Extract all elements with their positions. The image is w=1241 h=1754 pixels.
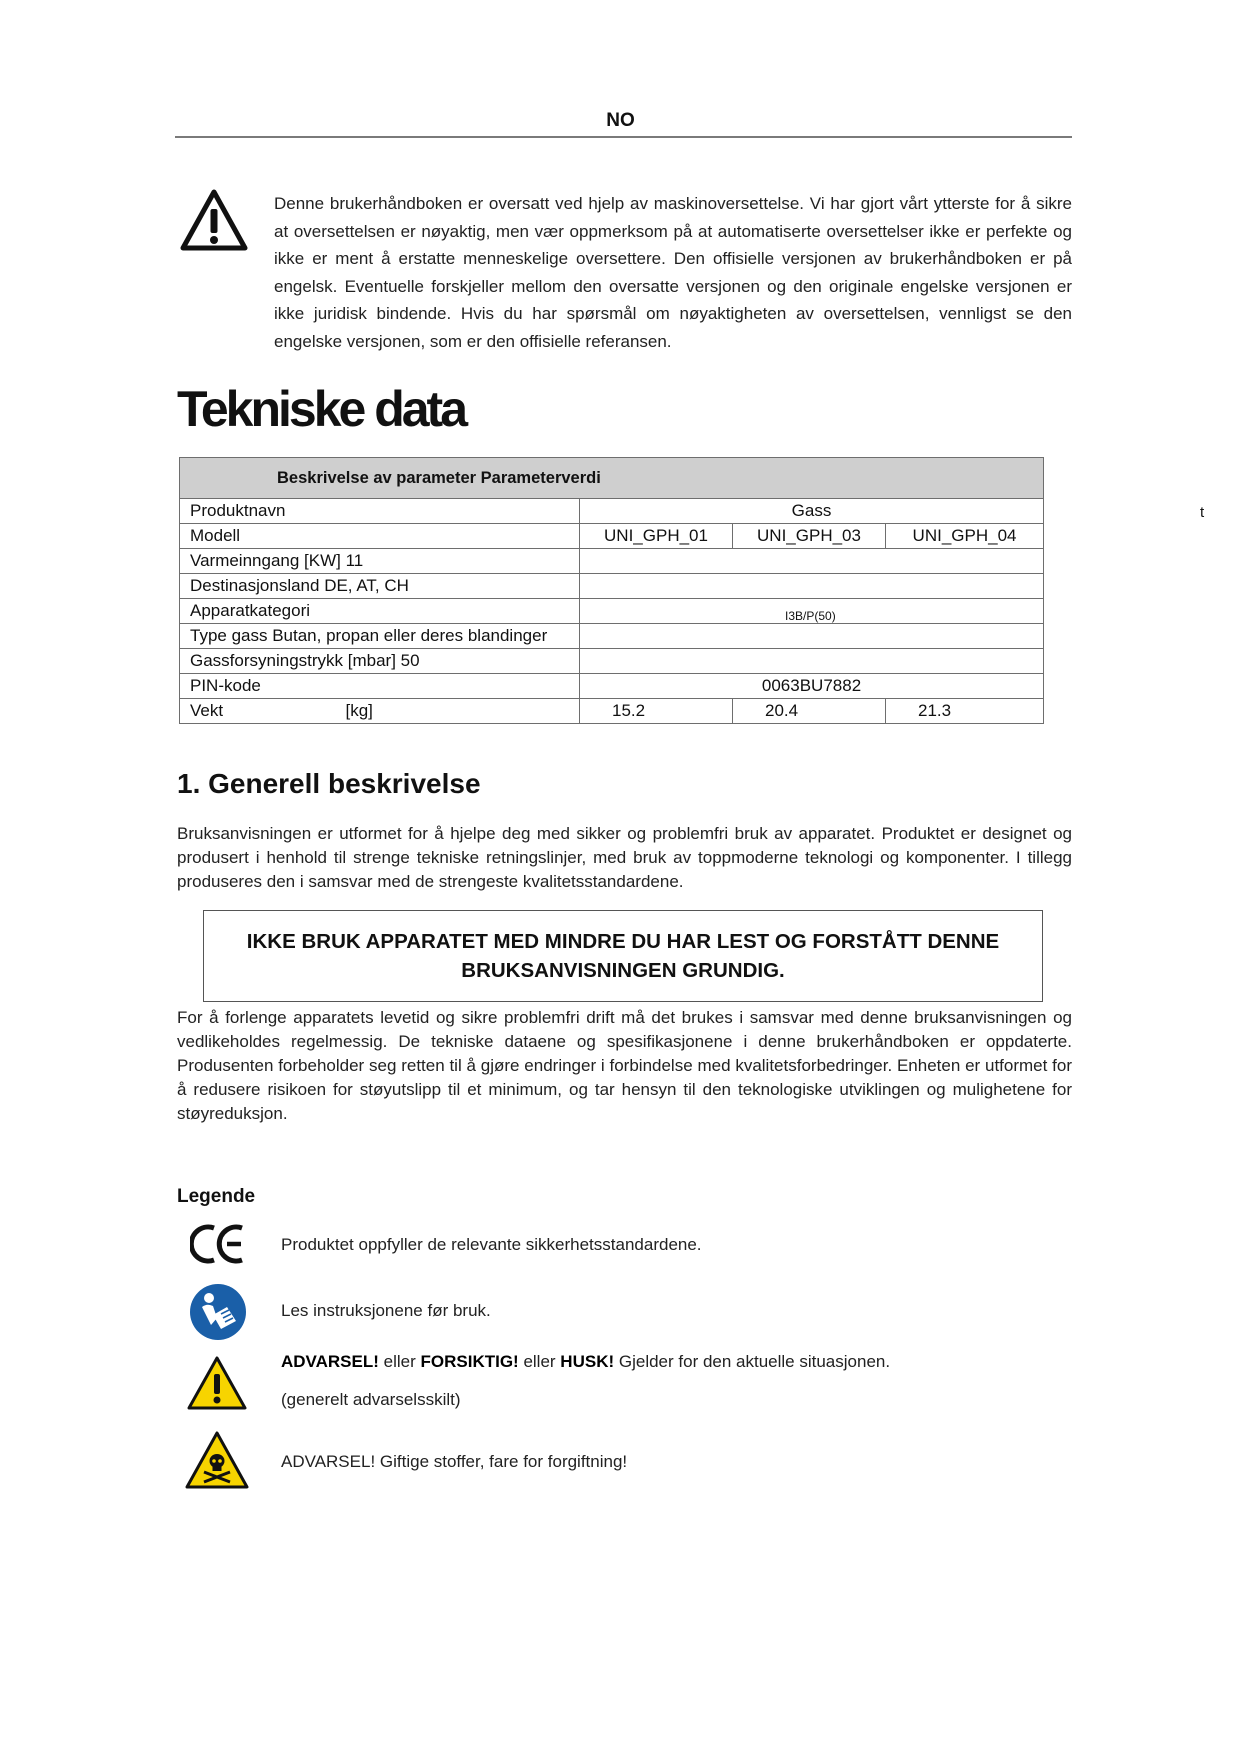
table-row: [180, 499, 1044, 524]
warning-description: Gjelder for den aktuelle situasjonen.: [614, 1352, 891, 1371]
row-label-supply-pressure: Gassforsyningstrykk [mbar] 50: [180, 649, 580, 674]
legend-read-text: Les instruksjonene før bruk.: [281, 1301, 491, 1320]
table-row: [180, 674, 1044, 699]
category-value: I3B/P(50): [580, 599, 1044, 624]
legend-warning-text: [281, 1352, 890, 1372]
legend-ce-text: Produktet oppfyller de relevante sikkerhetsstandardene.: [281, 1235, 702, 1254]
product-name-value: Gass: [580, 499, 1044, 524]
empty-cell: [580, 624, 1044, 649]
general-paragraph-2: For å forlenge apparatets levetid og sikre problemfri drift må det brukes i samsvar med denne bruksanvisningen og vedlikeholdes regelmessig. De tekniske dataene og spesifikasjonene i denne brukerhåndboken er oppdaterte. Produsenten forbeholder seg retten til å gjøre endringer i forbindelse med kvalitetsforbedringer. Enheten er utformet for å redusere risikoen for støyutslipp til et minimum, og tar hensyn til den teknologiske utviklingen og mulighetene for støyreduksjon.: [177, 1008, 1072, 1123]
connector-text: eller: [378, 1352, 421, 1371]
legend-title: Legende: [177, 1186, 256, 1207]
empty-cell: [580, 649, 1044, 674]
row-label-product-name: Produktnavn: [180, 499, 580, 524]
empty-cell: [580, 574, 1044, 599]
table-row: [180, 649, 1044, 674]
row-label-destination: Destinasjonsland DE, AT, CH: [180, 574, 580, 599]
table-row: [180, 524, 1044, 549]
warning-word: ADVARSEL!: [281, 1352, 379, 1371]
empty-cell: [580, 549, 1044, 574]
weight-label: Vekt: [190, 701, 224, 720]
weight-value: 21.3: [886, 699, 1044, 724]
general-paragraph-1: Bruksanvisningen er utformet for å hjelpe deg med sikker og problemfri bruk av apparatet. Produktet er designet og produsert i henhold til strenge tekniske retningslinjer, med bruk av toppmoderne teknologi og komponenter. I tillegg produseres den i samsvar med de strengeste kvalitetsstandardene.: [177, 824, 1072, 891]
translation-notice: Denne brukerhåndboken er oversatt ved hjelp av maskinoversettelse. Vi har gjort vårt ytterste for å sikre at oversettelsen er nøyaktig, men vær oppmerksom på at automatiserte oversettelser ikke er perfekte og ikke er ment å erstatte menneskelige oversettere. Den offisielle versjonen av brukerhåndboken er på engelsk. Eventuelle forskjeller mellom den oversatte versjonen og den originale engelske versjonen er ikke juridisk bindende. Hvis du har spørsmål om nøyaktigheten av oversettelsen, vennligst se den engelske versjonen, som er den offisielle referansen.: [274, 194, 1072, 351]
weight-unit: [kg]: [345, 701, 373, 720]
section-title-general: 1. Generell beskrivelse: [177, 768, 481, 799]
row-label-model: Modell: [180, 524, 580, 549]
general-warning-icon: [186, 1355, 248, 1411]
page-language-label: NO: [606, 110, 635, 131]
legend-warning-subtext: (generelt advarselsskilt): [281, 1390, 461, 1409]
margin-mark: t: [1200, 504, 1205, 521]
row-label-weight: [180, 699, 580, 724]
caution-word: FORSIKTIG!: [420, 1352, 519, 1371]
table-row: [180, 574, 1044, 599]
warning-box-line-1: IKKE BRUK APPARATET MED MINDRE DU HAR LEST OG FORSTÅTT DENNE: [246, 930, 1000, 953]
warning-triangle-icon: [180, 188, 248, 252]
toxic-warning-icon: [184, 1430, 250, 1490]
table-row: [180, 599, 1044, 624]
technical-data-title: Tekniske data: [177, 381, 466, 437]
weight-value: 15.2: [580, 699, 733, 724]
row-label-gas-type: Type gass Butan, propan eller deres blandinger: [180, 624, 580, 649]
technical-data-table: [179, 457, 1044, 724]
table-row: [180, 549, 1044, 574]
model-value: UNI_GPH_03: [733, 524, 886, 549]
table-row: [180, 699, 1044, 724]
model-value: UNI_GPH_04: [886, 524, 1044, 549]
header-rule: [175, 136, 1072, 138]
remember-word: HUSK!: [560, 1352, 615, 1371]
table-row: [180, 624, 1044, 649]
row-label-heat-input: Varmeinngang [KW] 11: [180, 549, 580, 574]
warning-box: [203, 910, 1043, 1002]
model-value: UNI_GPH_01: [580, 524, 733, 549]
legend-toxic-text: ADVARSEL! Giftige stoffer, fare for forgiftning!: [281, 1452, 628, 1471]
ce-mark-icon: [190, 1222, 250, 1266]
table-header-row: [180, 458, 1044, 499]
read-manual-icon: [189, 1283, 247, 1341]
connector-text: eller: [518, 1352, 561, 1371]
weight-value: 20.4: [733, 699, 886, 724]
pin-value: 0063BU7882: [580, 674, 1044, 699]
warning-box-line-2: BRUKSANVISNINGEN GRUNDIG.: [461, 959, 785, 982]
row-label-category: Apparatkategori: [180, 599, 580, 624]
table-header: Beskrivelse av parameter Parameterverdi: [180, 458, 1044, 499]
row-label-pin: PIN-kode: [180, 674, 580, 699]
